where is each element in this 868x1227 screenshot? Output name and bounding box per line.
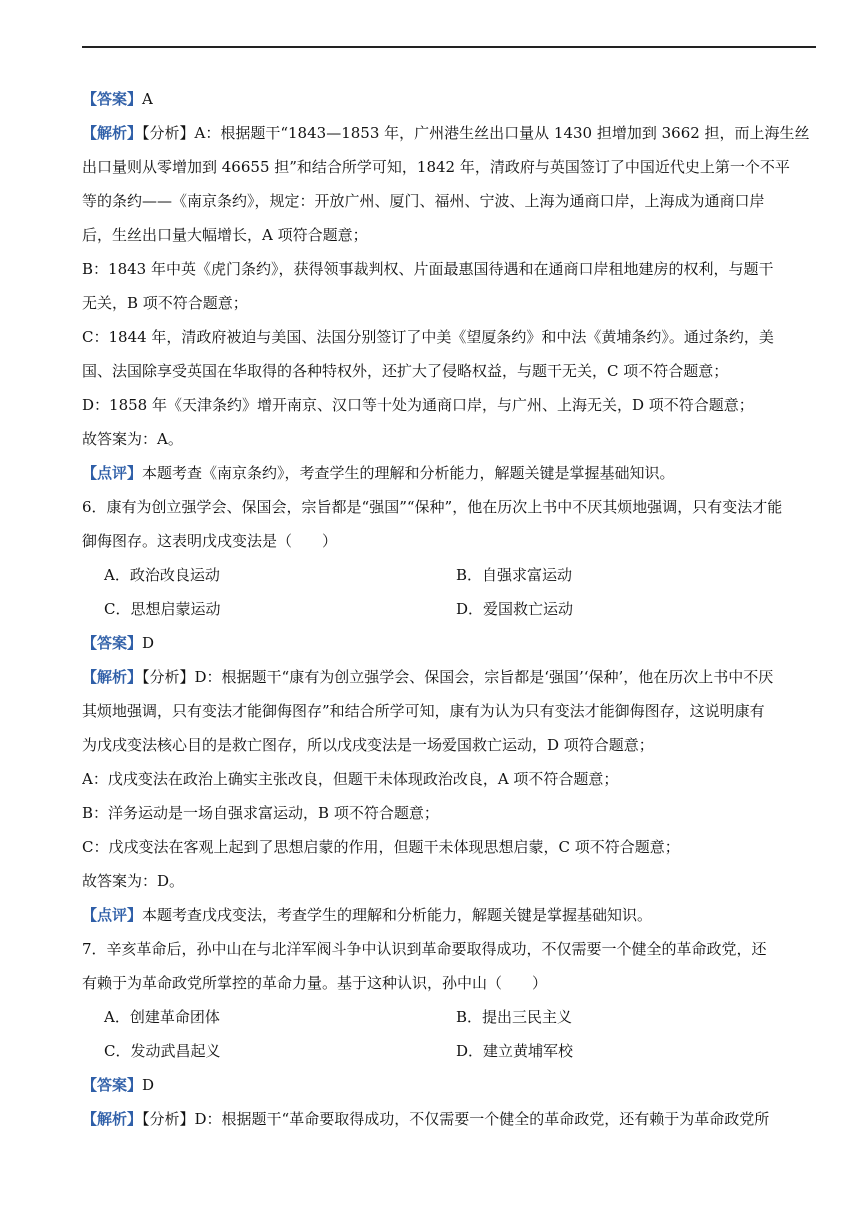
answer-tag: 【答案】 <box>82 1076 143 1094</box>
analysis-line: 出口量则从零增加到 46655 担”和结合所学可知，1842 年，清政府与英国签订了中国近代史上第一个不平 <box>82 158 790 176</box>
option-a: A．创建革命团体 <box>104 1008 220 1026</box>
analysis-line: 故答案为：A。 <box>82 430 183 448</box>
comment-line: 【点评】本题考查戊戌变法，考查学生的理解和分析能力，解题关键是掌握基础知识。 <box>82 906 653 924</box>
question-stem: 御侮图存。这表明戊戌变法是（ ） <box>82 532 338 550</box>
analysis-line: C：1844 年，清政府被迫与美国、法国分别签订了中美《望厦条约》和中法《黄埔条约》。通过条约，美 <box>82 328 774 346</box>
analysis-line: 故答案为：D。 <box>82 872 185 890</box>
options-row <box>82 1000 818 1034</box>
question-stem: 6．康有为创立强学会、保国会，宗旨都是“强国”“保种”，他在历次上书中不厌其烦地强调，只有变法才能 <box>82 498 783 516</box>
analysis-line: D：1858 年《天津条约》增开南京、汉口等十处为通商口岸，与广州、上海无关，D 项不符合题意； <box>82 396 754 414</box>
analysis-line: 为戊戌变法核心目的是救亡图存，所以戊戌变法是一场爱国救亡运动，D 项符合题意； <box>82 736 654 754</box>
analysis-line: 后，生丝出口量大幅增长，A 项符合题意； <box>82 226 368 244</box>
analysis-line: A：戊戌变法在政治上确实主张改良，但题干未体现政治改良，A 项不符合题意； <box>82 770 619 788</box>
analysis-line: 【解析】【分析】D：根据题干“康有为创立强学会、保国会，宗旨都是‘强国’‘保种’，他在历次上书中不厌 <box>82 668 774 686</box>
question-stem: 7．辛亥革命后，孙中山在与北洋军阀斗争中认识到革命要取得成功，不仅需要一个健全的革命政党，还 <box>82 940 767 958</box>
analysis-line: 其烦地强调，只有变法才能御侮图存”和结合所学可知，康有为认为只有变法才能御侮图存，这说明康有 <box>82 702 765 720</box>
answer-value: D <box>142 634 155 652</box>
analysis-line: 等的条约——《南京条约》，规定：开放广州、厦门、福州、宁波、上海为通商口岸，上海成为通商口岸 <box>82 192 765 210</box>
top-rule <box>82 46 816 48</box>
option-a: A．政治改良运动 <box>104 566 220 584</box>
answer-value: A <box>142 90 153 108</box>
analysis-line: B：洋务运动是一场自强求富运动，B 项不符合题意； <box>82 804 439 822</box>
answer-tag: 【答案】 <box>82 634 143 652</box>
comment-tag: 【点评】 <box>82 906 143 924</box>
options-row <box>82 558 818 592</box>
comment-tag: 【点评】 <box>82 464 143 482</box>
option-b: B．提出三民主义 <box>456 1008 573 1026</box>
answer-tag: 【答案】 <box>82 90 143 108</box>
options-row <box>82 592 818 626</box>
analysis-line: 无关，B 项不符合题意； <box>82 294 248 312</box>
answer-line <box>82 1068 818 1102</box>
analysis-line: 国、法国除享受英国在华取得的各种特权外，还扩大了侵略权益，与题干无关，C 项不符合题意； <box>82 362 729 380</box>
analysis-tag: 【解析】 <box>82 124 143 142</box>
answer-line <box>82 626 818 660</box>
answer-line <box>82 82 818 116</box>
analysis-line: 【解析】【分析】D：根据题干“革命要取得成功，不仅需要一个健全的革命政党，还有赖于为革命政党所 <box>82 1110 770 1128</box>
comment-line: 【点评】本题考查《南京条约》，考查学生的理解和分析能力，解题关键是掌握基础知识。 <box>82 464 675 482</box>
option-c: C．发动武昌起义 <box>104 1042 221 1060</box>
document-body <box>82 82 818 1136</box>
option-d: D．建立黄埔军校 <box>456 1042 574 1060</box>
analysis-line: B：1843 年中英《虎门条约》，获得领事裁判权、片面最惠国待遇和在通商口岸租地建房的权利，与题干 <box>82 260 774 278</box>
option-b: B．自强求富运动 <box>456 566 573 584</box>
analysis-line: C：戊戌变法在客观上起到了思想启蒙的作用，但题干未体现思想启蒙，C 项不符合题意； <box>82 838 680 856</box>
analysis-tag: 【解析】 <box>82 668 143 686</box>
question-stem: 有赖于为革命政党所掌控的革命力量。基于这种认识，孙中山（ ） <box>82 974 548 992</box>
answer-value: D <box>142 1076 155 1094</box>
option-c: C．思想启蒙运动 <box>104 600 221 618</box>
options-row <box>82 1034 818 1068</box>
analysis-line: 【解析】【分析】A：根据题干“1843—1853 年，广州港生丝出口量从 1430 担增加到 3662 担，而上海生丝 <box>82 124 810 142</box>
analysis-tag: 【解析】 <box>82 1110 143 1128</box>
option-d: D．爱国救亡运动 <box>456 600 574 618</box>
